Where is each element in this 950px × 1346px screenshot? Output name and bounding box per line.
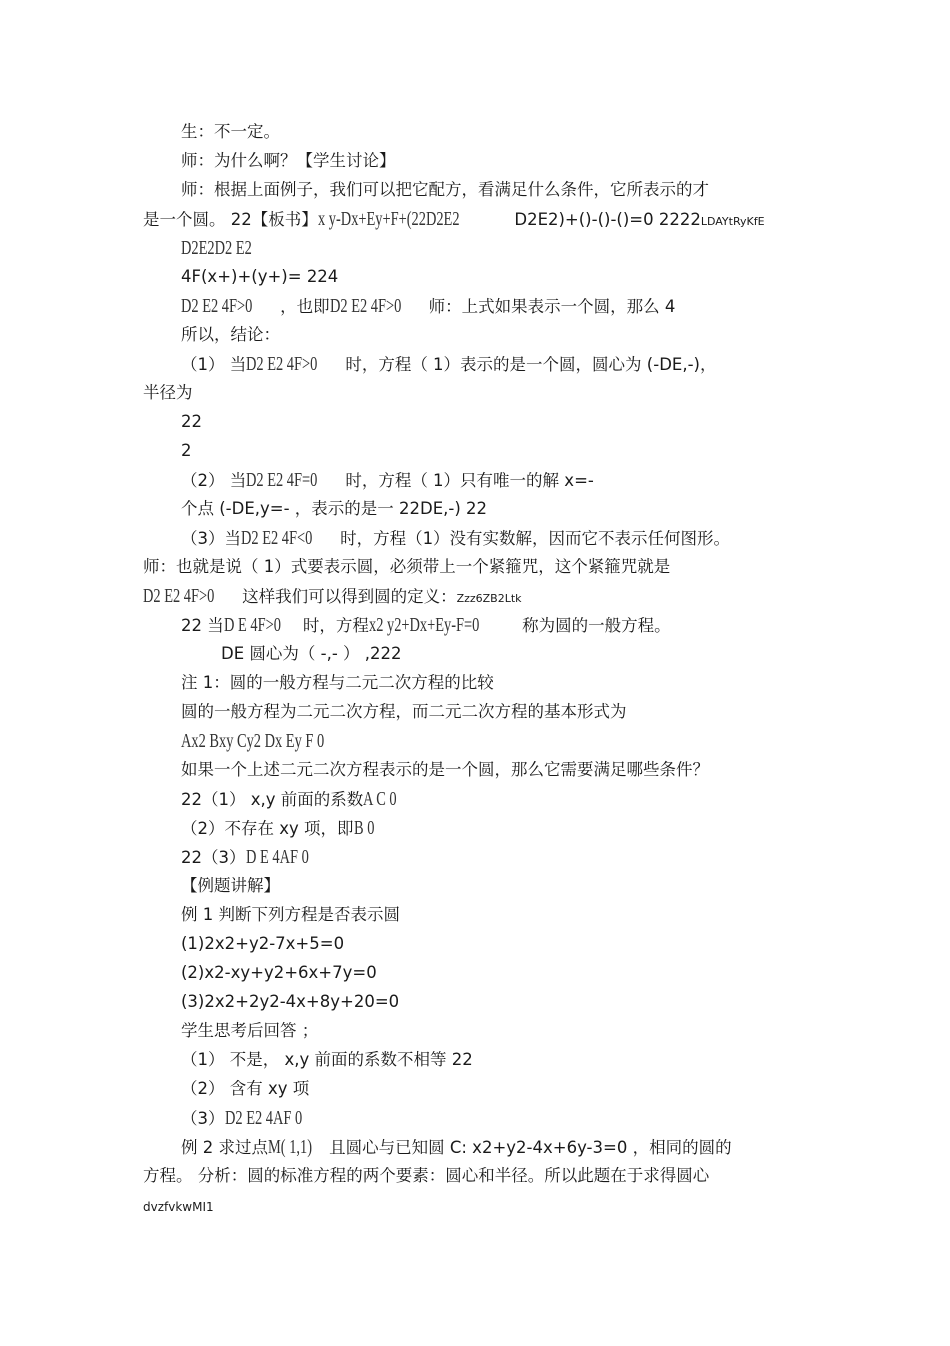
- text-segment: 时，方程: [302, 616, 369, 635]
- text-segment: 22（1） x,y 前面的系数: [181, 790, 364, 809]
- formula-segment: D2 E2 4AF 0: [224, 1107, 302, 1129]
- text-line: [181, 875, 280, 897]
- text-line: [181, 1049, 473, 1071]
- text-line: [181, 266, 338, 288]
- text-segment: 且圆心与已知圆 C: x2+y2-4x+6y-3=0 ，相同的圆的: [329, 1138, 732, 1157]
- formula-segment: D2E2D2 E2: [181, 237, 252, 259]
- text-segment: (1)2x2+y2-7x+5=0: [181, 934, 345, 953]
- text-segment: 22 当: [181, 616, 224, 635]
- text-segment: 学生思考后回答 ；: [181, 1021, 319, 1040]
- text-line: [181, 150, 396, 172]
- text-segment: 22: [181, 412, 202, 431]
- text-line: [181, 701, 627, 723]
- text-segment: （1） 不是， x,y 前面的系数不相等 22: [181, 1050, 473, 1069]
- formula-segment: D2 E2 4F<0: [241, 527, 313, 549]
- formula-segment: D E 4AF 0: [245, 846, 309, 868]
- text-line: [181, 498, 487, 520]
- text-line: [143, 585, 522, 610]
- text-line: [181, 469, 594, 492]
- text-segment: 时，方程（ 1）只有唯一的解 x=-: [345, 471, 594, 490]
- text-segment: 圆的一般方程为二元二次方程，而二元二次方程的基本形式为: [181, 702, 627, 721]
- text-line: [181, 846, 333, 869]
- text-segment: (3)2x2+2y2-4x+8y+20=0: [181, 992, 400, 1011]
- text-segment: （3）当: [181, 529, 241, 548]
- text-line: [181, 179, 709, 201]
- formula-segment: B 0: [353, 817, 374, 839]
- text-line: [181, 962, 377, 984]
- formula-segment: D2 E2 4F>0: [181, 295, 253, 317]
- text-segment: D2E2)+()-()-()=0 2222: [514, 210, 701, 229]
- text-segment: 例 2 求过点: [181, 1138, 268, 1157]
- text-segment: 这样我们可以得到圆的定义：: [242, 587, 457, 606]
- text-line: [181, 353, 716, 376]
- text-segment: 2: [181, 441, 192, 460]
- formula-segment: D2 E2 4F=0: [246, 469, 318, 491]
- text-line: [181, 1136, 732, 1159]
- text-segment: 所以，结论：: [181, 325, 280, 344]
- text-line: [181, 440, 192, 462]
- text-segment: 22（3）: [181, 848, 246, 867]
- formula-segment: D2 E2 4F>0: [246, 353, 318, 375]
- text-segment: 是一个圆。 22【板书】: [143, 210, 318, 229]
- formula-segment: M( 1,1): [268, 1136, 312, 1158]
- text-line: [181, 817, 382, 840]
- text-segment: 时，方程（1）没有实数解，因而它不表示任何图形。: [340, 529, 731, 548]
- formula-segment: x2 y2+Dx+Ey-F=0: [368, 614, 480, 636]
- text-segment: （3）: [181, 1109, 225, 1128]
- text-segment: （2） 含有 xy 项: [181, 1079, 310, 1098]
- text-segment: 【例题讲解】: [181, 876, 280, 895]
- text-segment: 4F(x+)+(y+)= 224: [181, 267, 339, 286]
- text-line: [181, 1107, 332, 1130]
- text-segment: （2）不存在 xy 项，即: [181, 819, 354, 838]
- text-line: [181, 527, 730, 550]
- text-segment: 例 1 判断下列方程是否表示圆: [181, 905, 400, 924]
- text-segment: 如果一个上述二元二次方程表示的是一个圆，那么它需要满足哪些条件？: [181, 760, 709, 779]
- text-segment: (2)x2-xy+y2+6x+7y=0: [181, 963, 377, 982]
- text-line: [181, 672, 494, 694]
- text-segment: 时，方程（ 1）表示的是一个圆，圆心为 (-DE,-)，: [345, 355, 717, 374]
- text-segment: 师：为什么啊？【学生讨论】: [181, 151, 396, 170]
- text-line: [181, 237, 279, 260]
- text-segment: 师：上式如果表示一个圆，那么 4: [428, 297, 676, 316]
- formula-segment: Ax2 Bxy Cy2 Dx Ey F 0: [181, 730, 325, 752]
- text-segment: 注 1：圆的一般方程与二元二次方程的比较: [181, 673, 494, 692]
- text-segment: 方程。 分析：圆的标准方程的两个要素：圆心和半径。所以此题在于求得圆心: [143, 1166, 710, 1185]
- text-line: [143, 382, 193, 404]
- text-segment: 称为圆的一般方程。: [522, 616, 671, 635]
- text-line: [181, 759, 709, 781]
- text-segment: Zzz6ZB2Ltk: [456, 592, 522, 605]
- text-segment: （1） 当: [181, 355, 247, 374]
- text-segment: 师：根据上面例子，我们可以把它配方，看满足什么条件，它所表示的才: [181, 180, 709, 199]
- text-line: [181, 1078, 309, 1100]
- text-line: [181, 324, 280, 346]
- text-segment: LDAYtRyKfE: [700, 215, 765, 228]
- text-line: [143, 1165, 709, 1187]
- text-line: [181, 1020, 318, 1042]
- text-line: [143, 208, 765, 233]
- text-line: [181, 991, 399, 1013]
- text-line: [181, 788, 410, 811]
- footer-code: dvzfvkwMI1: [143, 1200, 214, 1214]
- formula-segment: D E 4F>0: [223, 614, 281, 636]
- text-line: [181, 730, 380, 753]
- text-line: [181, 614, 671, 637]
- text-segment: DE 圆心为（ -,- ） ,222: [221, 644, 402, 663]
- text-segment: 半径为: [143, 383, 193, 402]
- text-line: [221, 643, 402, 665]
- text-line: [181, 904, 400, 926]
- formula-segment: D2 E2 4F>0: [329, 295, 401, 317]
- text-line: [181, 411, 202, 433]
- formula-segment: x y-Dx+Ey+F+(22D2E2: [317, 208, 460, 230]
- text-line: [181, 295, 675, 318]
- text-line: [181, 933, 344, 955]
- formula-segment: A C 0: [363, 788, 397, 810]
- text-segment: 生：不一定。: [181, 122, 280, 141]
- formula-segment: D2 E2 4F>0: [143, 585, 215, 607]
- text-line: [181, 121, 280, 143]
- text-segment: 个点 (-DE,y=- ，表示的是一 22DE,-) 22: [181, 499, 488, 518]
- text-line: [143, 556, 670, 578]
- text-segment: （2） 当: [181, 471, 247, 490]
- text-segment: 师：也就是说（ 1）式要表示圆，必须带上一个紧箍咒，这个紧箍咒就是: [143, 557, 671, 576]
- text-segment: ，也即: [280, 297, 330, 316]
